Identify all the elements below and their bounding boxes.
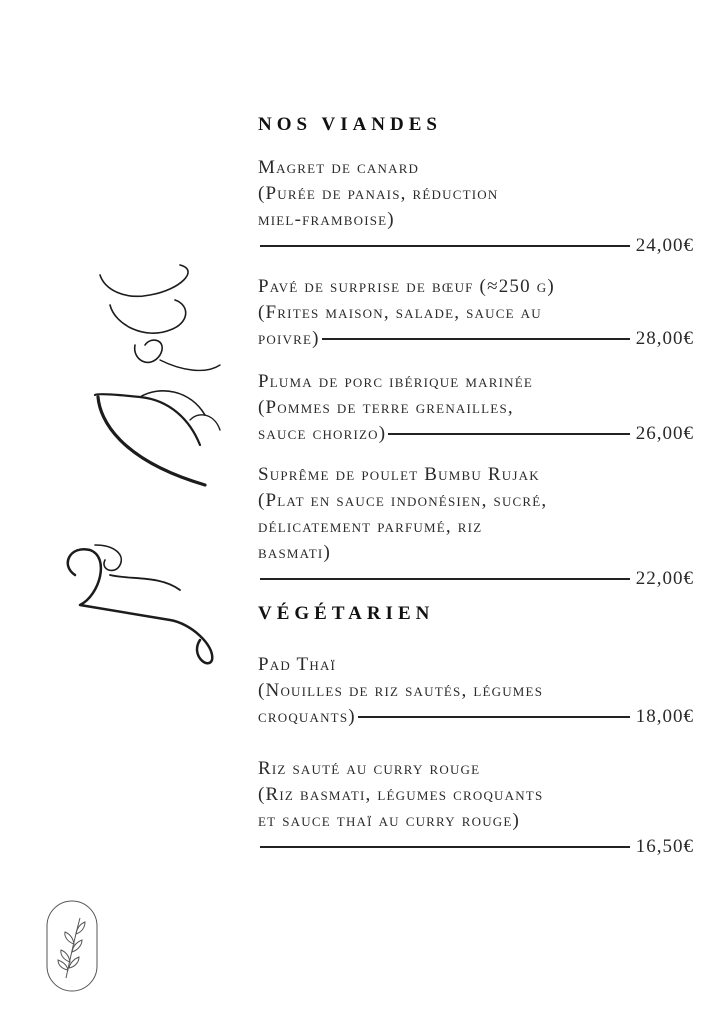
item-description-tail: poivre) xyxy=(258,328,320,349)
leader-rule xyxy=(260,846,630,848)
item-description: (Riz basmati, légumes croquants xyxy=(258,784,544,805)
item-name: Pad Thaï xyxy=(258,654,337,675)
price-row xyxy=(258,566,694,592)
item-description: basmati) xyxy=(258,542,331,563)
menu-item xyxy=(258,369,694,447)
leader-rule xyxy=(260,245,630,247)
item-description: (Frites maison, salade, sauce au xyxy=(258,302,542,323)
leader-rule xyxy=(358,716,630,718)
item-description: (Nouilles de riz sautés, légumes xyxy=(258,680,544,701)
price-row xyxy=(258,704,694,730)
price-row xyxy=(258,233,694,259)
leader-rule xyxy=(388,433,629,435)
section-title: NOS VIANDES xyxy=(258,114,442,135)
item-price: 16,50€ xyxy=(635,836,694,857)
item-description: délicatement parfumé, riz xyxy=(258,516,483,537)
item-price: 28,00€ xyxy=(635,328,694,349)
item-description: (Pommes de terre grenailles, xyxy=(258,397,514,418)
item-name: Pluma de porc ibérique marinée xyxy=(258,371,534,392)
item-name: Suprême de poulet Bumbu Rujak xyxy=(258,464,540,485)
item-name: Pavé de surprise de bœuf (≈250 g) xyxy=(258,276,555,297)
item-price: 22,00€ xyxy=(635,568,694,589)
leader-rule xyxy=(260,578,630,580)
menu-item xyxy=(258,756,694,860)
item-name: Magret de canard xyxy=(258,157,420,178)
item-description-tail: croquants) xyxy=(258,706,356,727)
menu-item xyxy=(258,155,694,259)
item-description: et sauce thaï au curry rouge) xyxy=(258,810,521,831)
item-description: (Purée de panais, réduction xyxy=(258,183,499,204)
la-virgule-logo xyxy=(40,245,240,675)
leader-rule xyxy=(322,338,630,340)
item-description-tail: sauce chorizo) xyxy=(258,423,387,444)
menu-item xyxy=(258,652,694,730)
item-price: 26,00€ xyxy=(635,423,694,444)
price-row xyxy=(258,834,694,860)
item-description: miel-framboise) xyxy=(258,209,395,230)
section-title: VÉGÉTARIEN xyxy=(258,603,435,624)
menu-item xyxy=(258,274,694,352)
item-name: Riz sauté au curry rouge xyxy=(258,758,481,779)
item-description: (Plat en sauce indonésien, sucré, xyxy=(258,490,548,511)
item-price: 18,00€ xyxy=(635,706,694,727)
menu-item xyxy=(258,462,694,592)
price-row xyxy=(258,326,694,352)
price-row xyxy=(258,421,694,447)
leaf-icon xyxy=(46,900,98,992)
item-price: 24,00€ xyxy=(635,235,694,256)
